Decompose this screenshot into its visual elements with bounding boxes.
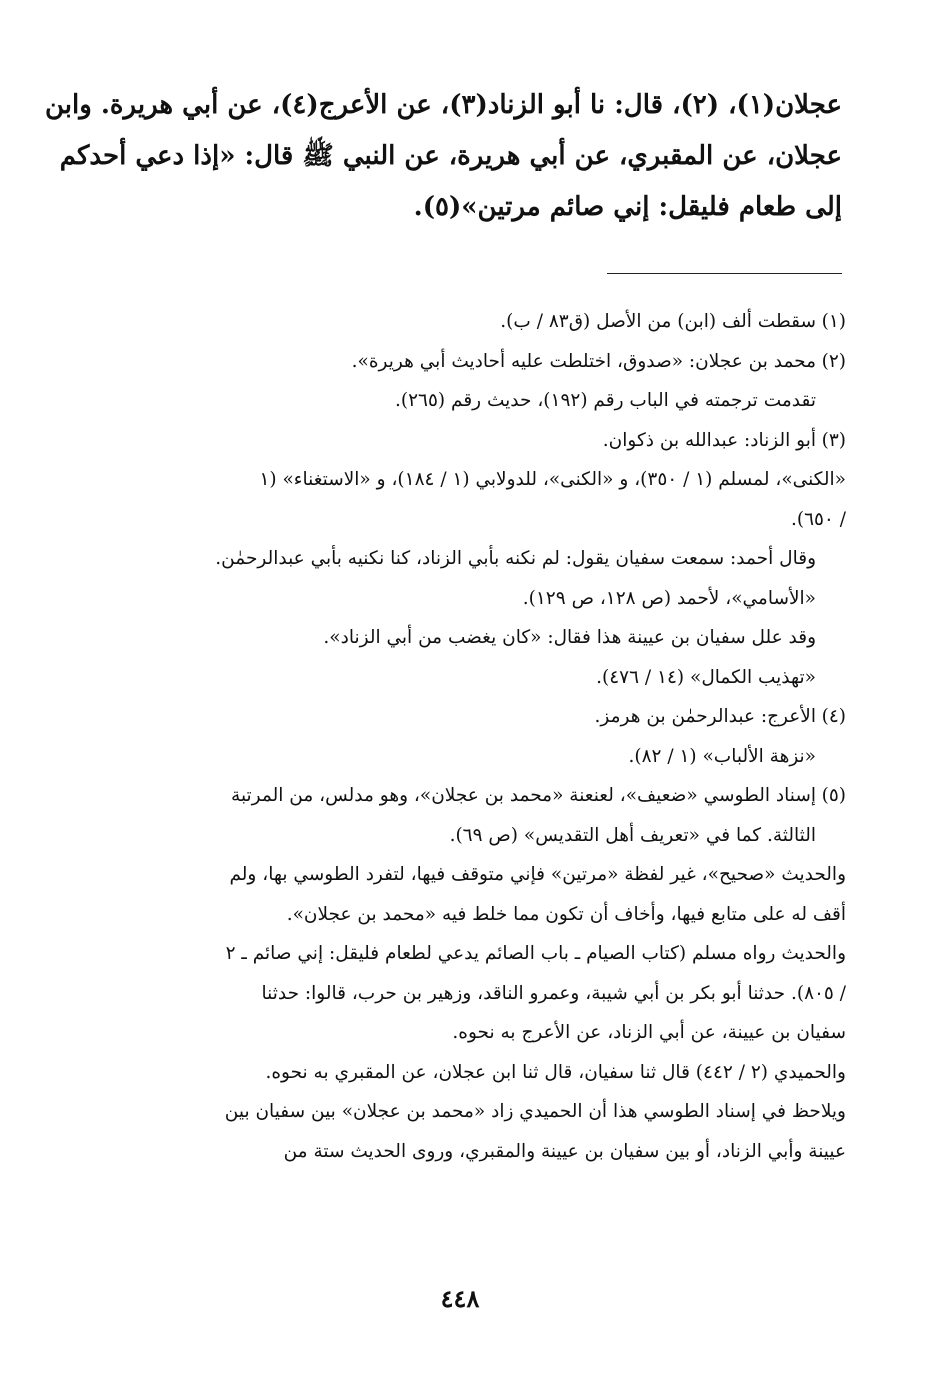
footnote-text: الثالثة. كما في «تعريف أهل التقديس» (ص ٦٩). bbox=[449, 824, 816, 846]
footnote-line bbox=[104, 776, 846, 816]
footnote-text: والحديث «صحيح»، غير لفظة «مرتين» فإني متوقف فيها، لتفرد الطوسي بها، ولم bbox=[229, 864, 846, 885]
footnote-text: والحميدي (٢ / ٤٤٢) قال ثنا سفيان، قال ثنا ابن عجلان، عن المقبري به نحوه. bbox=[265, 1061, 846, 1083]
footnote-line bbox=[104, 658, 846, 698]
footnote-line bbox=[104, 1092, 846, 1132]
footnote-line bbox=[104, 539, 846, 579]
footnote-text: «نزهة الألباب» (١ / ٨٢). bbox=[628, 745, 816, 767]
footnotes-block bbox=[104, 302, 846, 1171]
footnote-line bbox=[104, 934, 846, 974]
footnote-text: ويلاحظ في إسناد الطوسي هذا أن الحميدي زاد «محمد بن عجلان» بين سفيان بين bbox=[224, 1101, 846, 1122]
footnote-number: (٣) bbox=[821, 429, 846, 451]
footnote-line bbox=[104, 342, 846, 382]
footnote-text: سفيان بن عيينة، عن أبي الزناد، عن الأعرج به نحوه. bbox=[452, 1022, 846, 1043]
footnote-text: الأعرج: عبدالرحمٰن بن هرمز. bbox=[594, 706, 816, 727]
footnote-line bbox=[104, 697, 846, 737]
footnote-text: عيينة وأبي الزناد، أو بين سفيان بن عيينة والمقبري، وروى الحديث ستة من bbox=[283, 1140, 846, 1162]
footnote-line bbox=[104, 500, 846, 540]
footnote-number: (٤) bbox=[821, 706, 846, 727]
footnote-text: وقد علل سفيان بن عيينة هذا فقال: «كان يغضب من أبي الزناد». bbox=[323, 627, 816, 648]
footnote-text: «تهذيب الكمال» (١٤ / ٤٧٦). bbox=[596, 666, 816, 688]
footnote-line bbox=[104, 460, 846, 500]
footnote-number: (٢) bbox=[821, 350, 846, 372]
footnote-line bbox=[104, 381, 846, 421]
footnote-number: (٥) bbox=[821, 785, 846, 806]
footnote-line bbox=[104, 1053, 846, 1093]
footnote-line bbox=[104, 1013, 846, 1053]
footnote-text: تقدمت ترجمته في الباب رقم (١٩٢)، حديث رقم (٢٦٥). bbox=[394, 390, 816, 411]
footnote-divider bbox=[607, 273, 842, 274]
footnote-line bbox=[104, 421, 846, 461]
main-text-line: عجلان، عن المقبري، عن أبي هريرة، عن النبي ﷺ قال: «إذا دعي أحدكم bbox=[59, 141, 842, 171]
footnote-line bbox=[104, 895, 846, 935]
footnote-number: (١) bbox=[821, 311, 846, 332]
footnote-text: سقطت ألف (ابن) من الأصل (ق٨٣ / ب). bbox=[500, 311, 816, 332]
footnote-line bbox=[104, 855, 846, 895]
footnote-line bbox=[104, 618, 846, 658]
main-text-line: عجلان(١)، (٢)، قال: نا أبو الزناد(٣)، عن الأعرج(٤)، عن أبي هريرة. وابن bbox=[44, 90, 842, 120]
footnote-line bbox=[104, 1132, 846, 1172]
footnote-line bbox=[104, 974, 846, 1014]
footnote-text: وقال أحمد: سمعت سفيان يقول: لم نكنه بأبي الزناد، كنا نكنيه بأبي عبدالرحمٰن. bbox=[215, 548, 816, 569]
footnote-line bbox=[104, 737, 846, 777]
footnote-text: والحديث رواه مسلم (كتاب الصيام ـ باب الصائم يدعي لطعام فليقل: إني صائم ـ ٢ bbox=[225, 943, 846, 964]
footnote-text: / ٨٠٥). حدثنا أبو بكر بن أبي شيبة، وعمرو الناقد، وزهير بن حرب، قالوا: حدثنا bbox=[261, 982, 846, 1004]
footnote-text: «الأسامي»، لأحمد (ص ١٢٨، ص ١٢٩). bbox=[522, 587, 816, 609]
footnote-text: أبو الزناد: عبدالله بن ذكوان. bbox=[602, 429, 816, 451]
footnote-line bbox=[104, 302, 846, 342]
footnote-line bbox=[104, 579, 846, 619]
main-text-block bbox=[44, 80, 842, 233]
footnote-text: محمد بن عجلان: «صدوق، اختلطت عليه أحاديث أبي هريرة». bbox=[351, 350, 816, 372]
page-number: ٤٤٨ bbox=[440, 1284, 480, 1313]
footnote-line bbox=[104, 816, 846, 856]
footnote-text: «الكنى»، لمسلم (١ / ٣٥٠)، و «الكنى»، للدولابي (١ / ١٨٤)، و «الاستغناء» (١ bbox=[259, 469, 846, 490]
footnote-text: / ٦٥٠). bbox=[790, 508, 846, 530]
footnote-text: إسناد الطوسي «ضعيف»، لعنعنة «محمد بن عجلان»، وهو مدلس، من المرتبة bbox=[231, 785, 816, 806]
footnote-text: أقف له على متابع فيها، وأخاف أن تكون مما خلط فيه «محمد بن عجلان». bbox=[286, 903, 846, 925]
main-text-line: إلى طعام فليقل: إني صائم مرتين»(٥). bbox=[413, 192, 842, 222]
